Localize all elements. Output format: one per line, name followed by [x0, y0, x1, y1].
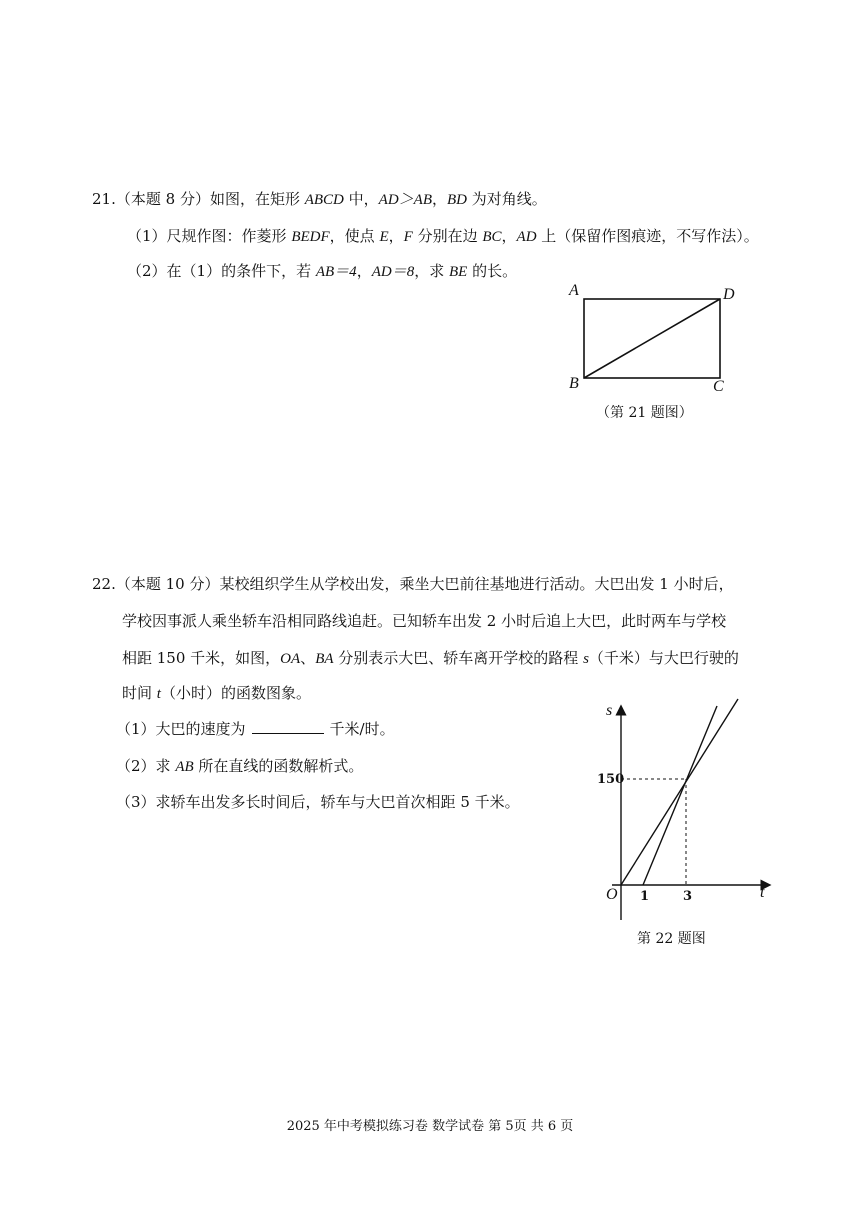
q22-part3: （3）求轿车出发多长时间后，轿车与大巴首次相距 5 千米。: [116, 793, 520, 811]
q21-part1: （1）尺规作图：作菱形 BEDF，使点 E，F 分别在边 BC，AD 上（保留作图痕迹，不写作法）。: [127, 227, 759, 245]
q21-rectangle-figure: [575, 290, 735, 390]
q22-number: 22.: [92, 575, 116, 593]
q22-part1: （1）大巴的速度为 千米/时。: [116, 720, 395, 738]
s-axis-label: s: [606, 702, 613, 719]
vertex-b-label: B: [569, 375, 579, 392]
q22-line2: 学校因事派人乘坐轿车沿相同路线追赶。已知轿车出发 2 小时后追上大巴，此时两车与学校: [122, 612, 727, 630]
q21-heading: 21.（本题 8 分）如图，在矩形 ABCD 中，AD＞AB，BD 为对角线。: [92, 190, 547, 208]
q22-part2: （2）求 AB 所在直线的函数解析式。: [116, 757, 364, 775]
line-oa: [621, 699, 738, 885]
diagonal-bd: [584, 299, 720, 378]
q21-part2: （2）在（1）的条件下，若 AB＝4，AD＝8，求 BE 的长。: [127, 262, 518, 280]
vertex-d-label: D: [723, 286, 735, 303]
x-tick-3: 3: [683, 889, 693, 904]
vertex-a-label: A: [569, 282, 579, 299]
q22-line1: 22.（本题 10 分）某校组织学生从学校出发，乘坐大巴前往基地进行活动。大巴出发 1 小时后，: [92, 575, 734, 593]
t-axis-label: t: [760, 884, 765, 901]
q21-number: 21.: [92, 190, 116, 208]
vertex-c-label: C: [713, 378, 724, 395]
q22-figure-caption: 第 22 题图: [637, 931, 706, 947]
line-ba: [643, 706, 717, 885]
q22-line3: 相距 150 千米，如图，OA、BA 分别表示大巴、轿车离开学校的路程 s（千米）与大巴行驶的: [122, 649, 739, 667]
q22-line4: 时间 t（小时）的函数图象。: [122, 684, 311, 702]
answer-blank[interactable]: [252, 719, 324, 734]
origin-label: O: [606, 886, 618, 903]
q21-figure-caption: （第 21 题图）: [596, 405, 693, 421]
y-tick-150: 150: [597, 772, 625, 787]
page-footer: 2025 年中考模拟练习卷 数学试卷 第 5页 共 6 页: [286, 1119, 574, 1134]
x-tick-1: 1: [640, 889, 650, 904]
